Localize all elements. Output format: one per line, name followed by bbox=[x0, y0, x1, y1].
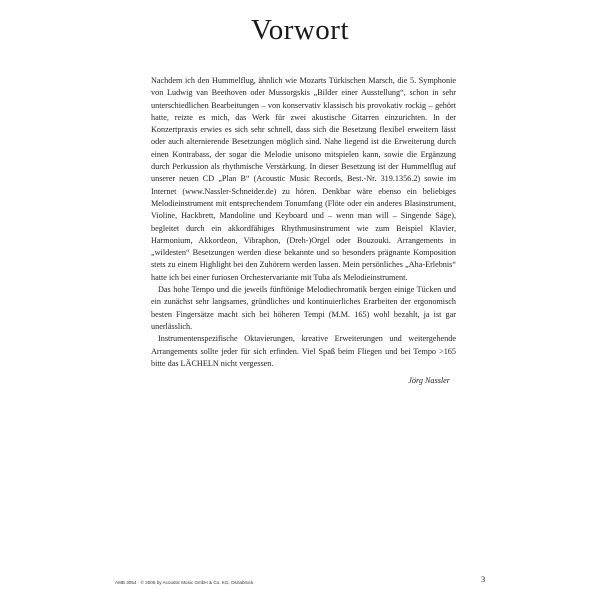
paragraph-2: Das hohe Tempo und die jeweils fünftönige Melodiechromatik bergen einige Tücken und ein zunächst sehr langsames, gründliches und kontinuierliches Erarbeiten der ergonomisch besten Fingersätze macht sich bei höheren Tempi (M.M. 165) wohl bezahlt, ja ist gar unerlässlich. bbox=[151, 285, 456, 331]
body-text bbox=[151, 75, 456, 370]
paragraph-3: Instrumentenspezifische Oktavierungen, kreative Erweiterungen und weitergehende Arrangements sollte jeder für sich erfinden. Viel Spaß beim Fliegen und bei Tempo >165 bitte das LÄCHELN nicht vergessen. bbox=[151, 334, 456, 368]
page-number: 3 bbox=[481, 574, 486, 584]
copyright-footer: AMB 3054 · © 2005 by Acoustic Music GmbH & Co. KG, Osnabrück bbox=[115, 580, 254, 585]
page-title: Vorwort bbox=[250, 14, 350, 46]
author-signature: Jörg Nassler bbox=[408, 376, 450, 385]
paragraph-1: Nachdem ich den Hummelflug, ähnlich wie Mozarts Türkischen Marsch, die 5. Symphonie von Ludwig van Beethoven oder Mussorgskis „Bilder einer Ausstellung“, schon in sehr unterschiedlichen Bearbeitungen – von konservativ klassisch bis provokativ rockig – gehört hatte, reizte es mich, das Werk für zwei akustische Gitarren einzurichten. In der Konzertpraxis erwies es sich sehr schnell, dass sich die Besetzung flexibel erweitern lässt oder auch alternierende Besetzungen möglich sind. Nahe liegend ist die Erweiterung durch einen Kontrabass, der sogar die Melodie unisono mitspielen kann, sowie die Ergänzung durch Perkussion als rhythmische Verstärkung. In dieser Besetzung ist der Hummelflug auf unserer neuen CD „Plan B“ (Acoustic Music Records, Best.-Nr. 319.1356.2) sowie im Internet (www.Nassler-Schneider.de) zu hören. Denkbar wäre ebenso ein beliebiges Melodieinstrument mit entsprechendem Tonumfang (Flöte oder ein anderes Blasinstrument, Violine, Hackbrett, Mandoline und Keyboard und – wenn man will – Singende Säge), begleitet durch ein akkordfähiges Rhythmusinstrument wie zum Beispiel Klavier, Harmonium, Akkordeon, Vibraphon, (Dreh-)Orgel oder Bouzouki. Arrangements in „wildesten“ Besetzungen werden diese bekannte und so besonders prägnante Komposition stets zu einem Highlight bei den Zuhörern werden lassen. Mein persönliches „Aha-Erlebnis“ hatte ich bei einer furiosen Orchestervariante mit Tuba als Melodieinstrument. bbox=[151, 76, 456, 282]
